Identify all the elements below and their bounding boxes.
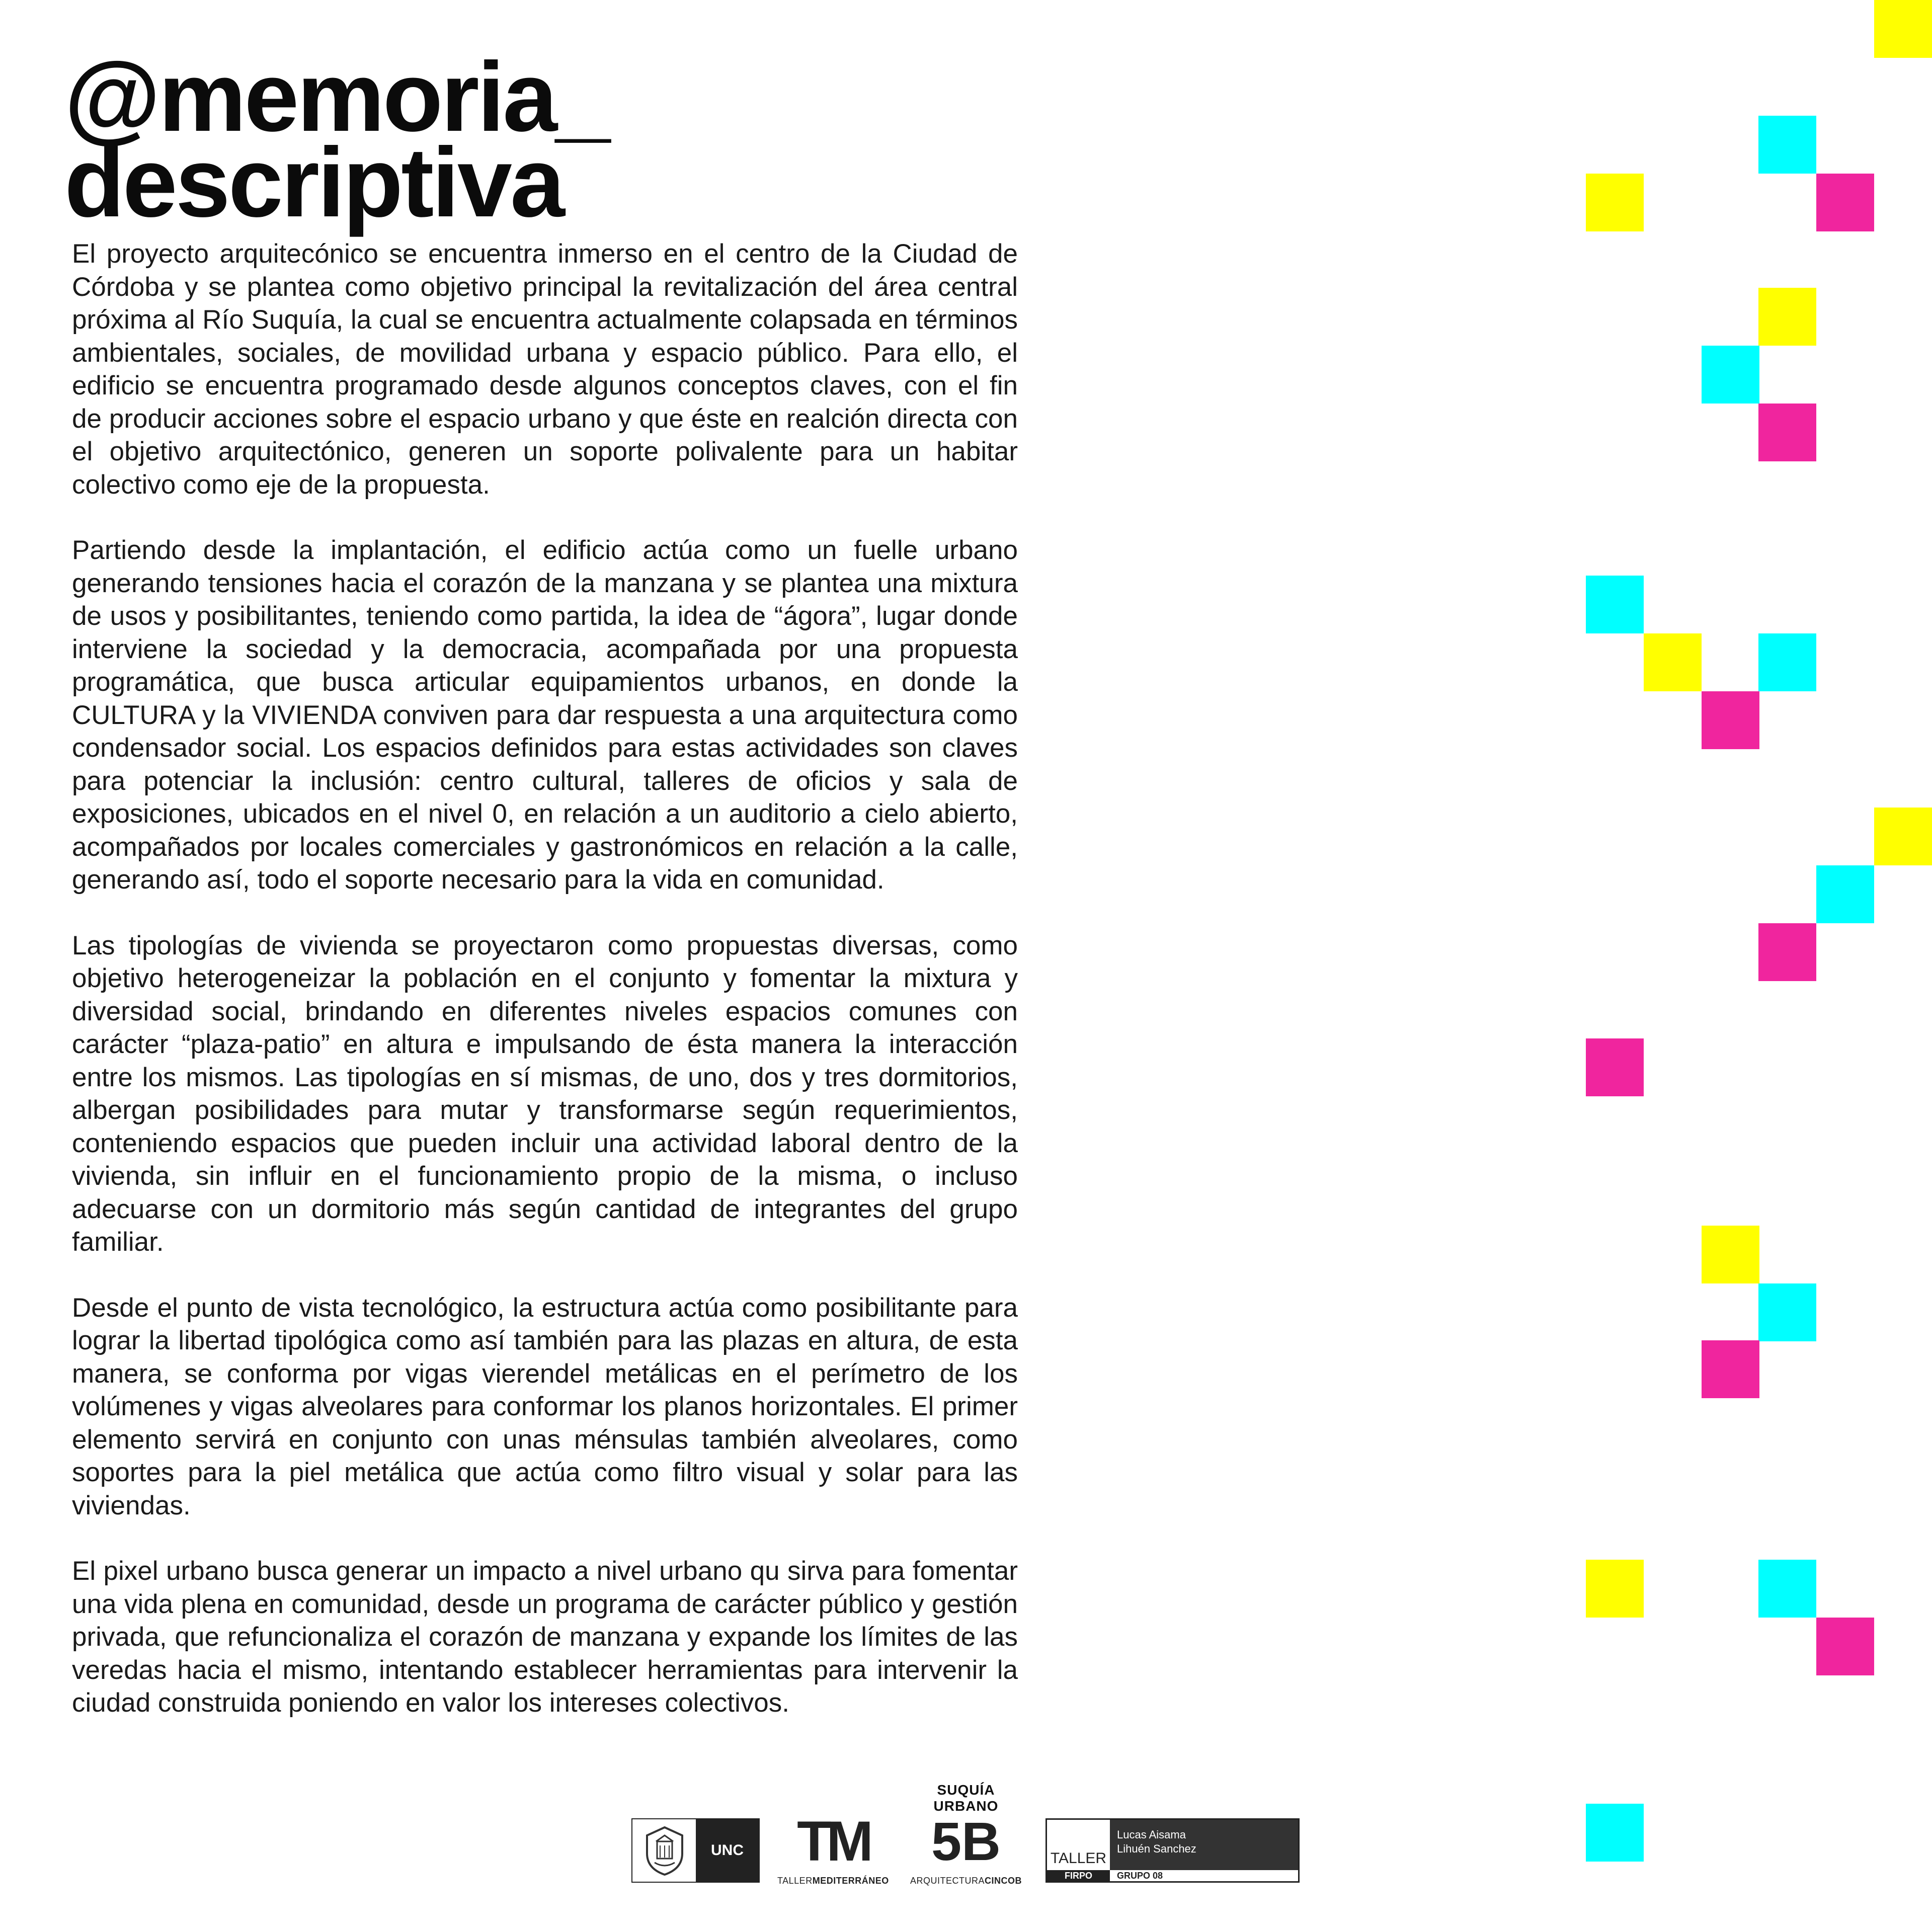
group-label: GRUPO 08 (1110, 1870, 1298, 1881)
pixel-square (1702, 691, 1759, 749)
taller-label: TALLER (1050, 1850, 1107, 1867)
author-name: Lihuén Sanchez (1117, 1842, 1196, 1855)
university-crest-icon (632, 1819, 697, 1882)
paragraph-context: El proyecto arquitecónico se encuentra inmerso en el centro de la Ciudad de Córdoba y se plantea como objetivo principal la revitalización del área central próxima al Río Suquía, la cual se encuentra actualmente colapsada en términos ambientales, sociales, de movilidad urbana y espacio público. Para ello, el edificio se encuentra programado desde algunos conceptos claves, con el fin de producir acciones sobre el espacio urbano y que éste en realción directa con el objetivo arquitectónico, generen un soporte polivalente para un habitar colectivo como eje de la propuesta. (72, 239, 1018, 500)
pixel-square (1702, 346, 1759, 404)
paragraph-housing-typologies: Las tipologías de vivienda se proyectaron como propuestas diversas, como objetivo heterogeneizar la población en el conjunto y fomentar la mixtura y diversidad social, brindando en diferentes niveles espacios comunes con carácter “plaza-patio” en altura e impulsando de ésta manera la interacción entre los mismos. Las tipologías en sí mismas, de uno, dos y tres dormitorios, albergan posibilidades para mutar y transformarse según requerimientos, conteniendo espacios que pueden incluir una actividad laboral dentro de la vivienda, sin influir en el funcionamiento propio de la misma, o incluso adecuarse con un dormitorio más según cantidad de integrantes del grupo familiar. (72, 930, 1018, 1257)
tm-logo-caption: TALLERMEDITERRÁNEO (777, 1876, 889, 1886)
page-title (64, 42, 609, 237)
page-title-line-2: descriptiva (64, 127, 563, 237)
pixel-square (1644, 633, 1702, 691)
pixel-square (1758, 633, 1816, 691)
unc-label: UNC (696, 1819, 759, 1882)
pixel-square (1586, 576, 1644, 633)
pixel-square (1758, 288, 1816, 346)
paragraph-urban-pixel: El pixel urbano busca generar un impacto a nivel urbano qu sirva para fomentar una vida plena en comunidad, desde un programa de carácter público y gestión privada, que refuncionaliza el corazón de manzana y expande los límites de las veredas hacia el mismo, intentando establecer herramientas para intervenir la ciudad construida poniendo en valor los intereses colectivos. (72, 1556, 1018, 1718)
pixel-square (1816, 1618, 1874, 1675)
pixel-square (1758, 1283, 1816, 1341)
firpo-label: FIRPO (1047, 1870, 1110, 1881)
project-name: SUQUÍA URBANO (933, 1782, 999, 1814)
5b-logo-caption: ARQUITECTURACINCOB (910, 1876, 1022, 1886)
pixel-square (1586, 174, 1644, 231)
pixel-square (1758, 923, 1816, 981)
page-title-line-1: @memoria_ (64, 42, 609, 152)
unc-logo (631, 1818, 760, 1883)
pixel-square (1758, 404, 1816, 461)
pixel-square (1816, 865, 1874, 923)
pixel-square (1758, 116, 1816, 174)
paragraph-implantation: Partiendo desde la implantación, el edificio actúa como un fuelle urbano generando tensiones hacia el corazón de la manzana y se plantea una mixtura de usos y posibilitantes, teniendo como partida, la idea de “ágora”, lugar donde interviene la sociedad y la democracia, acompañada por una propuesta programática, que busca articular equipamientos urbanos, en donde la CULTURA y la VIVIENDA conviven para dar respuesta a una arquitectura como condensador social. Los espacios definidos para estas actividades son claves para potenciar la inclusión: centro cultural, talleres de oficios y sala de exposiciones, ubicados en el nivel 0, en relación a un auditorio a cielo abierto, acompañados por locales comerciales y gastronómicos en relación a la calle, generando así, todo el soporte necesario para la vida en comunidad. (72, 535, 1018, 895)
pixel-square (1874, 0, 1932, 58)
tm-logo-mark: TM (797, 1810, 868, 1873)
pixel-square (1586, 1038, 1644, 1096)
pixel-square (1586, 1560, 1644, 1618)
pixel-square (1702, 1226, 1759, 1283)
taller-firpo-logo (1045, 1818, 1300, 1883)
pixel-square (1586, 1804, 1644, 1862)
description-body (72, 237, 1018, 1752)
authors (1110, 1820, 1298, 1870)
author-name: Lucas Aisama (1117, 1828, 1186, 1841)
pixel-square (1874, 808, 1932, 865)
arquitectura-cincob-logo (906, 1813, 1026, 1889)
pixel-square (1702, 1340, 1759, 1398)
taller-mediterraneo-logo (777, 1810, 889, 1889)
5b-logo-mark: 5B (931, 1811, 1001, 1872)
paragraph-technology: Desde el punto de vista tecnológico, la estructura actúa como posibilitante para lograr la libertad tipológica como así también para las plazas en altura, de esta manera, se conforma por vigas vierendel metálicas en el perímetro de los volúmenes y vigas alveolares para conformar los planos horizontales. El primer elemento servirá en conjunto con unas ménsulas también alveolares, como soportes para la piel metálica que actúa como filtro visual y solar para las viviendas. (72, 1293, 1018, 1520)
pixel-square (1758, 1560, 1816, 1618)
pixel-square (1816, 174, 1874, 231)
